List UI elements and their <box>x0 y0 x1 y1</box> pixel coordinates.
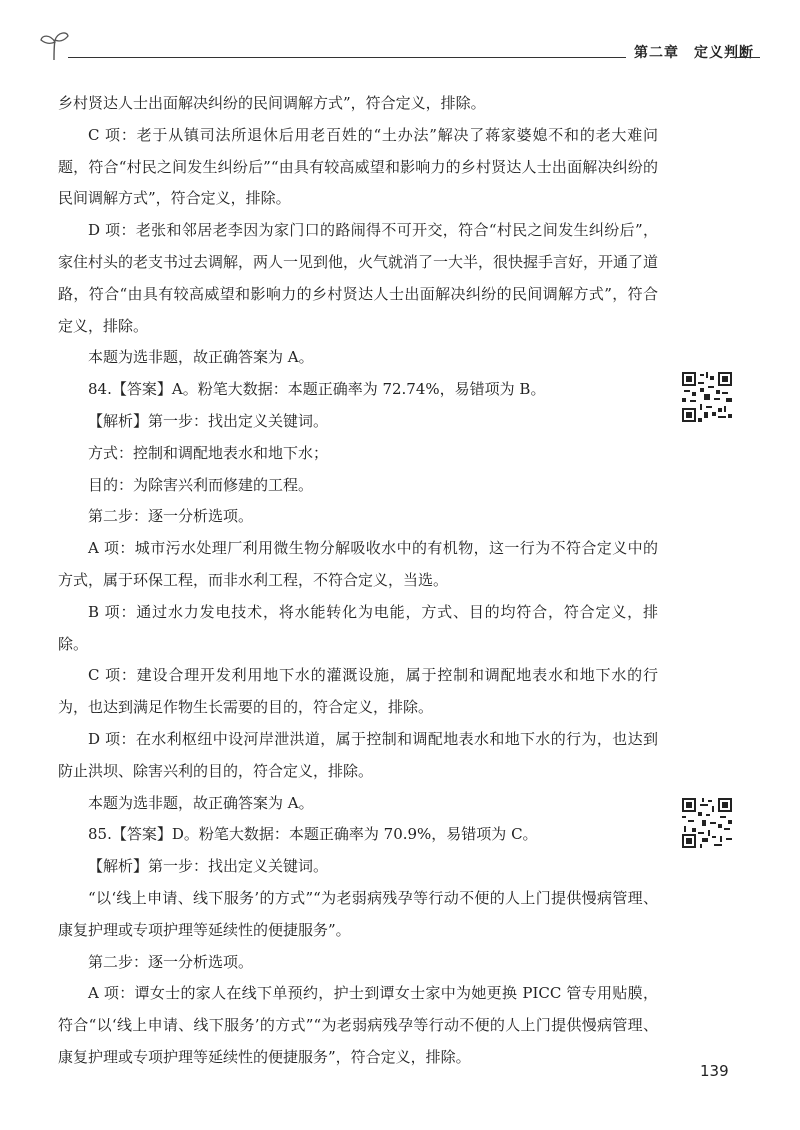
paragraph: C 项：建设合理开发利用地下水的灌溉设施，属于控制和调配地表水和地下水的行为，也达到满足作物生长需要的目的，符合定义，排除。 <box>58 666 658 717</box>
paragraph: 第二步：逐一分析选项。 <box>88 507 254 526</box>
paragraph: C 项：老于从镇司法所退休后用老百姓的“土办法”解决了蒋家婆媳不和的老大难问题，符合“村民之间发生纠纷后”“由具有较高威望和影响力的乡村贤达人士出面解决纠纷的民间调解方式”，符合定义，排除。 <box>58 125 658 208</box>
paragraph: A 项：谭女士的家人在线下单预约，护士到谭女士家中为她更换 PICC 管专用贴膜，符合“以‘线上申请、线下服务’的方式”“为老弱病残孕等行动不便的人上门提供慢病管理、康复护理或专项护理等延续性的便捷服务”，符合定义，排除。 <box>58 984 658 1066</box>
paragraph: D 项：在水利枢纽中设河岸泄洪道，属于控制和调配地表水和地下水的行为，也达到防止洪坝、除害兴利的目的，符合定义，排除。 <box>58 729 658 780</box>
paragraph: 【解析】第一步：找出定义关键词。 <box>88 857 329 876</box>
answer-line: 85.【答案】D。粉笔大数据：本题正确率为 70.9%，易错项为 C。 <box>88 825 538 844</box>
qr-code-icon[interactable] <box>682 372 732 422</box>
paragraph: 方式：控制和调配地表水和地下水； <box>88 443 329 462</box>
paragraph: 本题为选非题，故正确答案为 A。 <box>88 348 314 367</box>
page-header <box>40 30 760 70</box>
paragraph: B 项：通过水力发电技术，将水能转化为电能，方式、目的均符合，符合定义，排除。 <box>58 602 658 653</box>
paragraph: 【解析】第一步：找出定义关键词。 <box>88 411 329 430</box>
answer-line: 84.【答案】A。粉笔大数据：本题正确率为 72.74%，易错项为 B。 <box>88 380 546 399</box>
sprout-icon <box>40 30 70 62</box>
header-rule-right <box>730 57 760 58</box>
qr-code-icon[interactable] <box>682 798 732 848</box>
paragraph: “以‘线上申请、线下服务’的方式”“为老弱病残孕等行动不便的人上门提供慢病管理、康复护理或专项护理等延续性的便捷服务”。 <box>58 888 658 939</box>
paragraph: 乡村贤达人士出面解决纠纷的民间调解方式”，符合定义，排除。 <box>58 94 486 112</box>
paragraph: 第二步：逐一分析选项。 <box>88 952 254 971</box>
paragraph: A 项：城市污水处理厂利用微生物分解吸收水中的有机物，这一行为不符合定义中的方式，属于环保工程，而非水利工程，不符合定义，当选。 <box>58 539 658 589</box>
paragraph: 目的：为除害兴利而修建的工程。 <box>88 475 314 494</box>
paragraph: 本题为选非题，故正确答案为 A。 <box>88 793 314 812</box>
page-body <box>58 88 658 1074</box>
chapter-title: 第二章 定义判断 <box>634 45 754 61</box>
paragraph: D 项：老张和邻居老李因为家门口的路闹得不可开交，符合“村民之间发生纠纷后”，家住村头的老支书过去调解，两人一见到他，火气就消了一大半，很快握手言好，开通了道路，符合“由具有较高威望和影响力的乡村贤达人士出面解决纠纷的民间调解方式”，符合定义，排除。 <box>58 221 659 335</box>
page-number: 139 <box>700 1062 729 1080</box>
header-rule-left <box>68 57 626 58</box>
